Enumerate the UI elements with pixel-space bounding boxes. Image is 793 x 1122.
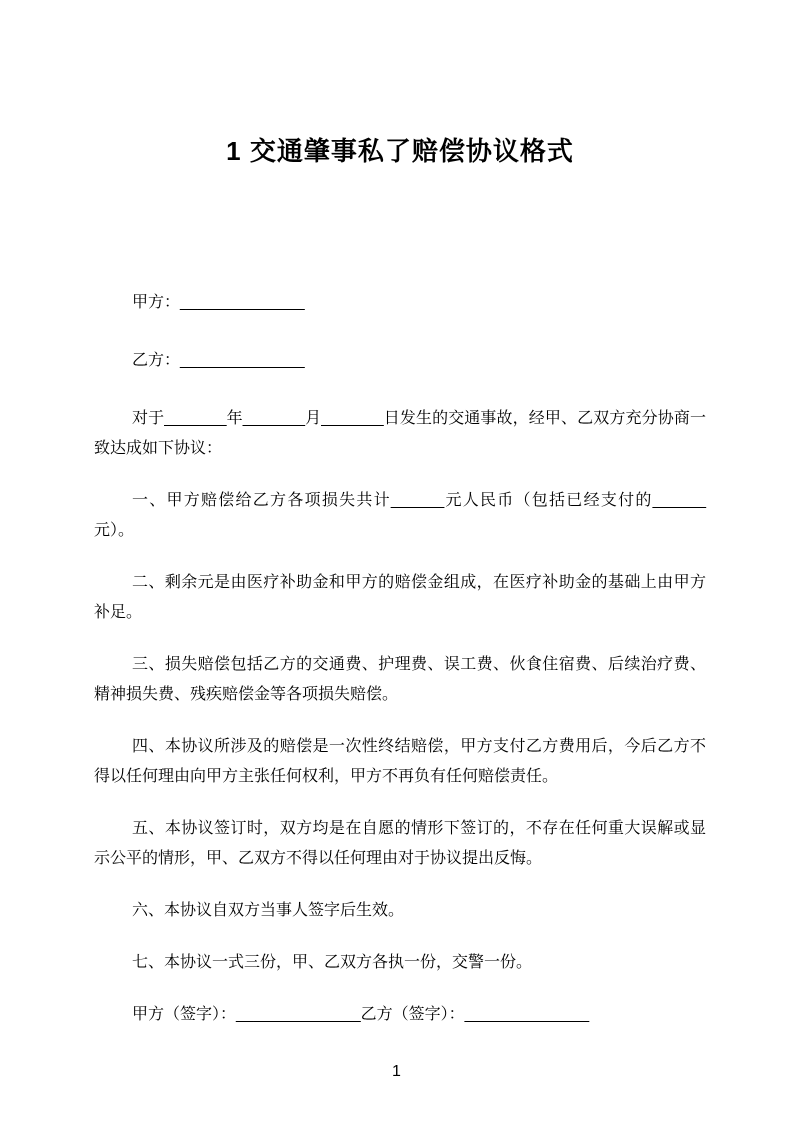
clause-5: 五、本协议签订时，双方均是在自愿的情形下签订的，不存在任何重大误解或显示公平的情形，甲、乙双方不得以任何理由对于协议提出反悔。: [94, 820, 706, 867]
intro-paragraph: 对于_______年_______月_______日发生的交通事故，经甲、乙双方充分协商一致达成如下协议：: [94, 410, 706, 457]
clause-3: 三、损失赔偿包括乙方的交通费、护理费、误工费、伙食住宿费、后续治疗费、精神损失费、残疾赔偿金等各项损失赔偿。: [94, 656, 706, 703]
party-a-blank-field: ______________: [180, 294, 305, 311]
page-number: 1: [392, 1063, 401, 1080]
clause-7: 七、本协议一式三份，甲、乙双方各执一份，交警一份。: [132, 954, 533, 971]
signature-party-a-label: 甲方（签字）：: [132, 1006, 237, 1023]
clause-4: 四、本协议所涉及的赔偿是一次性终结赔偿，甲方支付乙方费用后，今后乙方不得以任何理由向甲方主张任何权利，甲方不再负有任何赔偿责任。: [94, 738, 706, 785]
party-b-line: [94, 346, 706, 376]
party-b-blank-field: ______________: [180, 352, 305, 369]
clause-1: 一、甲方赔偿给乙方各项损失共计______元人民币（包括已经支付的______元）。: [94, 492, 706, 539]
page-title: 1 交通肇事私了赔偿协议格式: [226, 136, 574, 166]
signature-party-a-blank-field: ______________: [236, 1006, 361, 1023]
signature-party-b-label: 乙方（签字）：: [360, 1006, 465, 1023]
signature-party-b-blank-field: ______________: [464, 1006, 590, 1023]
signature-line: [94, 1000, 706, 1030]
clause-2: 二、剩余元是由医疗补助金和甲方的赔偿金组成，在医疗补助金的基础上由甲方补足。: [94, 574, 706, 621]
party-a-line: [94, 288, 706, 318]
party-a-label: 甲方：: [132, 294, 181, 311]
clause-6: 六、本协议自双方当事人签字后生效。: [132, 902, 405, 919]
party-b-label: 乙方：: [132, 352, 181, 369]
